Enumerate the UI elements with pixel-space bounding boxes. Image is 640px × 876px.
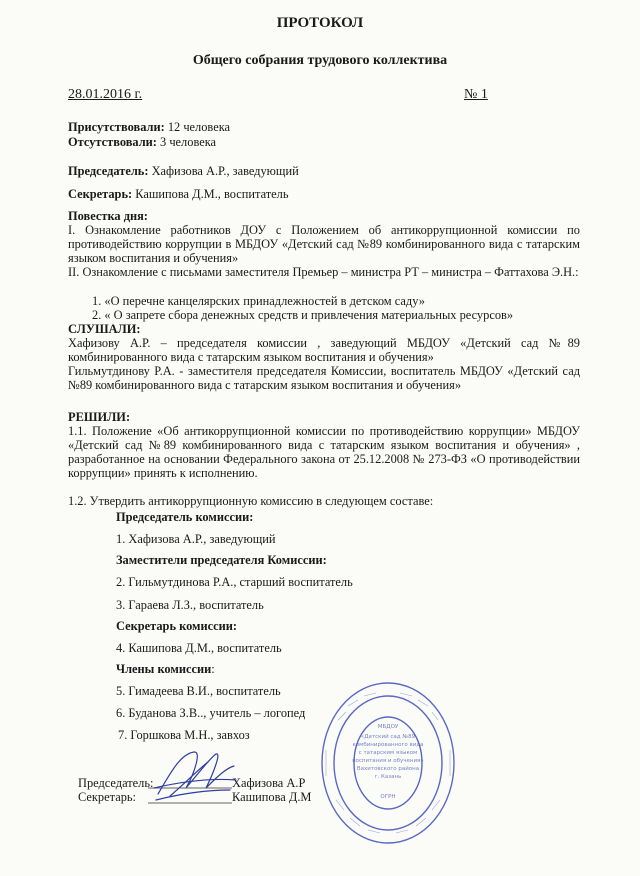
signature-chair-label: Председатель:: [78, 776, 154, 790]
decided-heading: РЕШИЛИ:: [68, 410, 131, 424]
organization-stamp: [318, 680, 458, 846]
commission-member-6: 6. Буданова З.В.., учитель – логопед: [116, 706, 306, 720]
commission-chair-heading: Председатель комиссии:: [116, 510, 254, 524]
decided-paragraph-2: 1.2. Утвердить антикоррупционную комиссию в следующем составе:: [68, 494, 434, 508]
document-subtitle: Общего собрания трудового коллектива: [192, 53, 448, 68]
decided-paragraph-1: 1.1. Положение «Об антикоррупционной комиссии по противодействию коррупции» МБДОУ «Детский сад №89 комбинированного вида с татарским языком воспитания и обучения» , разработанное на основании Федерального закона от 25.12.2008 № 273-ФЗ «О противодействии коррупции» принять к исполнению.: [68, 424, 580, 480]
heard-heading: СЛУШАЛИ:: [68, 322, 141, 336]
absent-label: Отсутствовали:: [68, 135, 157, 149]
present-label: Присутствовали:: [68, 120, 165, 134]
attendance-present: [68, 120, 230, 134]
secretary-label: Секретарь:: [68, 187, 133, 201]
agenda-subitem-2: 2. « О запрете сбора денежных средств и привлечения материальных ресурсов»: [92, 308, 514, 322]
commission-member-3: 3. Гараева Л.З., воспитатель: [116, 598, 264, 612]
commission-member-2: 2. Гильмутдинова Р.А., старший воспитатель: [116, 575, 353, 589]
commission-member-5: 5. Гимадеева В.И., воспитатель: [116, 684, 281, 698]
svg-text:комбинированного вида: комбинированного вида: [352, 742, 424, 748]
protocol-number: № 1: [464, 87, 488, 102]
members-heading-text: Члены комиссии: [116, 662, 212, 676]
document-title: ПРОТОКОЛ: [276, 15, 364, 31]
agenda-heading: Повестка дня:: [68, 209, 148, 223]
members-heading-colon: :: [211, 662, 215, 676]
heard-paragraph-1: Хафизову А.Р. – председателя комиссии , заведующий МБДОУ «Детский сад №89 комбинированного вида с татарским языком воспитания и обучения»: [68, 336, 580, 364]
svg-text:МБДОУ: МБДОУ: [377, 724, 399, 730]
svg-text:ОГРН: ОГРН: [380, 794, 396, 800]
agenda-item-1: I. Ознакомление работников ДОУ с Положением об антикоррупционной комиссии по противодействию коррупции в МБДОУ «Детский сад №89 комбинированного вида с татарским языком воспитания и обучения»: [68, 223, 580, 265]
chair-label: Председатель:: [68, 164, 149, 178]
svg-text:Вахитовского района: Вахитовского района: [356, 766, 420, 772]
agenda-item-2: II. Ознакомление с письмами заместителя Премьер – министра РТ – министра – Фаттахова Э.Н.:: [68, 265, 579, 279]
svg-text:г. Казань: г. Казань: [374, 774, 402, 780]
commission-members-heading: [116, 662, 215, 676]
heard-paragraph-2: Гильмутдинову Р.А. - заместителя председателя Комиссии, воспитатель МБДОУ «Детский сад №89 комбинированного вида с татарским языком воспитания и обучения»: [68, 364, 580, 392]
svg-text:воспитания и обучения»: воспитания и обучения»: [352, 758, 424, 764]
present-value: 12 человека: [164, 120, 231, 134]
signature-chair-name: Хафизова А.Р: [232, 776, 306, 790]
chair-value: Хафизова А.Р., заведующий: [148, 164, 299, 178]
meeting-date: 28.01.2016 г.: [68, 87, 143, 102]
commission-member-7: 7. Горшкова М.Н., завхоз: [118, 728, 250, 742]
signature-secretary-label: Секретарь:: [78, 790, 136, 804]
meeting-chair: [68, 164, 299, 178]
commission-deputies-heading: Заместители председателя Комиссии:: [116, 553, 327, 567]
secretary-value: Кашипова Д.М., воспитатель: [132, 187, 289, 201]
svg-text:с татарским языком: с татарским языком: [358, 750, 418, 756]
attendance-absent: [68, 135, 216, 149]
agenda-subitem-1: 1. «О перечне канцелярских принадлежностей в детском саду»: [92, 294, 425, 308]
svg-text:«Детский сад №89: «Детский сад №89: [360, 734, 416, 740]
handwritten-signature: [150, 744, 240, 804]
commission-secretary-heading: Секретарь комиссии:: [116, 619, 238, 633]
meeting-secretary: [68, 187, 289, 201]
commission-member-1: 1. Хафизова А.Р., заведующий: [116, 532, 276, 546]
absent-value: 3 человека: [156, 135, 217, 149]
commission-member-4: 4. Кашипова Д.М., воспитатель: [116, 641, 282, 655]
signature-secretary-name: Кашипова Д.М: [232, 790, 312, 804]
